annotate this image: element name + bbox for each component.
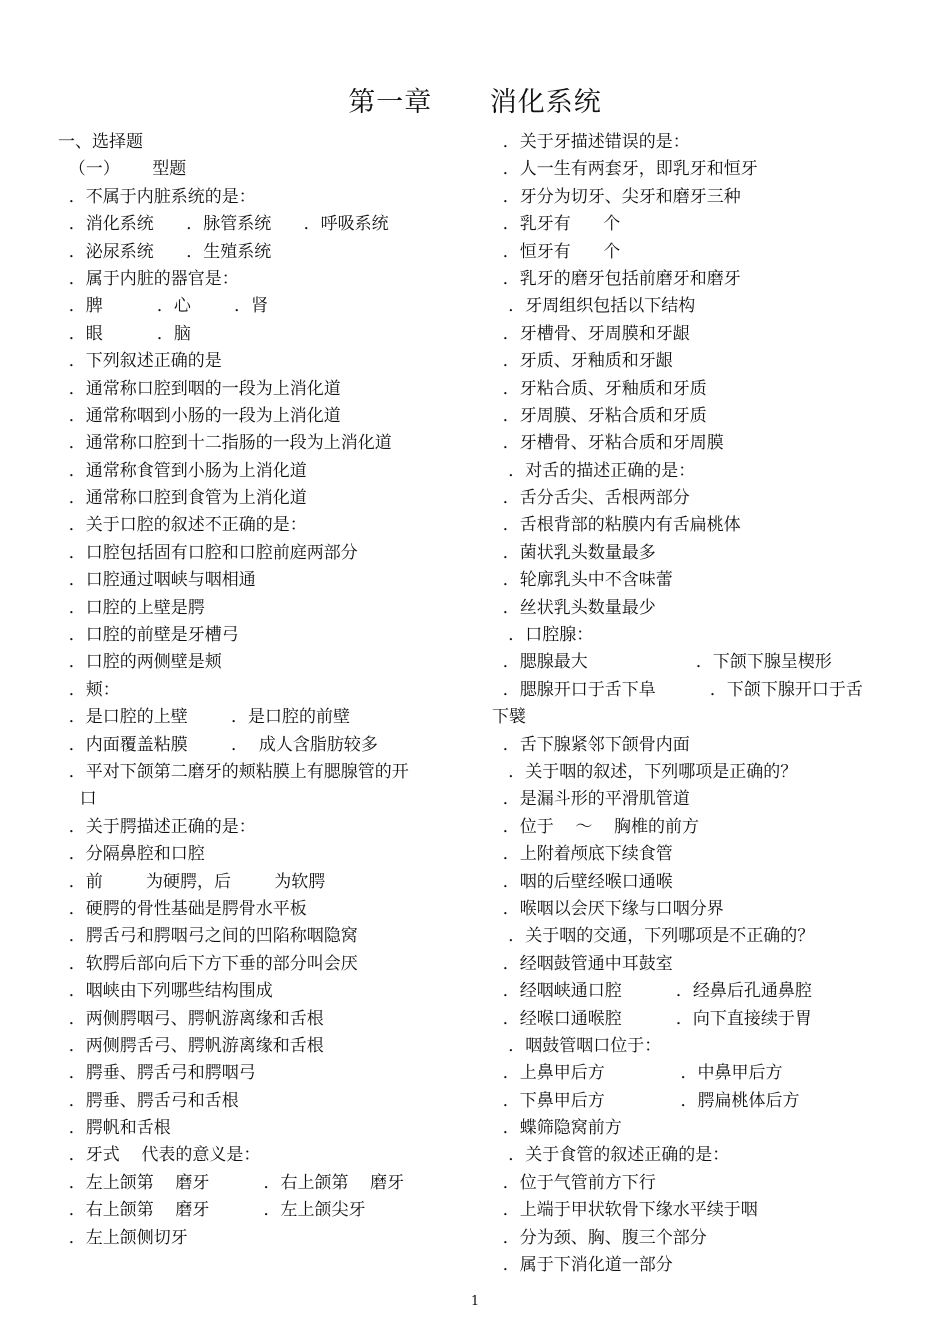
text-line: ．乳牙的磨牙包括前磨牙和磨牙 (492, 268, 741, 289)
text-line: ．经咽鼓管通中耳鼓室 (492, 953, 673, 974)
text-line: ．关于咽的叙述，下列哪项是正确的？ (492, 761, 798, 782)
text-line: ．轮廓乳头中不含味蕾 (492, 570, 673, 591)
text-line: ．腭垂、腭舌弓和腭咽弓 (58, 1063, 256, 1084)
text-line: ．舌分舌尖、舌根两部分 (492, 488, 690, 509)
text-line: ．关于口腔的叙述不正确的是： (58, 515, 307, 536)
text-line: ．腮腺开口于舌下阜 ．下颌下腺开口于舌 (492, 679, 863, 700)
text-line: ．恒牙有 个 (492, 241, 621, 262)
text-line: ．牙式 代表的意义是： (58, 1145, 261, 1166)
text-line: ．关于牙描述错误的是： (492, 132, 690, 152)
text-line: ．口腔包括固有口腔和口腔前庭两部分 (58, 542, 358, 563)
page-number: 1 (470, 1294, 480, 1309)
text-line: ．通常称口腔到咽的一段为上消化道 (58, 378, 341, 399)
text-line: ．口腔通过咽峡与咽相通 (58, 570, 256, 591)
text-line: ．平对下颌第二磨牙的颊粘膜上有腮腺管的开 (58, 761, 409, 782)
text-line: ．颊： (58, 679, 120, 700)
text-line: ．软腭后部向后下方下垂的部分叫会厌 (58, 953, 358, 974)
text-line: ．不属于内脏系统的是： (58, 186, 256, 207)
text-line: ．菌状乳头数量最多 (492, 542, 656, 563)
text-line: 一、选择题 (58, 132, 143, 152)
text-line: ．位于 ～ 胸椎的前方 (492, 816, 700, 837)
text-line: ．脾 ．心 ．肾 (58, 296, 269, 317)
text-line: ．关于咽的交通，下列哪项是不正确的？ (492, 926, 815, 947)
text-line: ．咽峡由下列哪些结构围成 (58, 981, 273, 1002)
text-line: ．硬腭的骨性基础是腭骨水平板 (58, 898, 307, 919)
text-line: ．两侧腭咽弓、腭帆游离缘和舌根 (58, 1008, 324, 1029)
text-line: ．上附着颅底下续食管 (492, 844, 673, 865)
text-line: ．牙周膜、牙粘合质和牙质 (492, 405, 707, 426)
text-line: ．蝶筛隐窝前方 (492, 1118, 622, 1139)
text-line: ．口腔的上壁是腭 (58, 597, 205, 618)
text-line: ．是漏斗形的平滑肌管道 (492, 789, 690, 810)
text-line: ．咽的后壁经喉口通喉 (492, 871, 673, 892)
text-line: ．左上颌侧切牙 (58, 1227, 188, 1248)
text-line: ．牙槽骨、牙粘合质和牙周膜 (492, 433, 724, 454)
text-line: ．喉咽以会厌下缘与口咽分界 (492, 898, 724, 919)
text-line: ．腭垂、腭舌弓和舌根 (58, 1090, 239, 1111)
text-line: ．属于内脏的器官是： (58, 268, 239, 289)
text-line: ．位于气管前方下行 (492, 1172, 656, 1193)
text-line: ．右上颌第 磨牙 ．左上颌尖牙 (58, 1200, 366, 1221)
text-line: 口 (58, 789, 97, 810)
text-line: ．经喉口通喉腔 ．向下直接续于胃 (492, 1008, 812, 1029)
text-line: ．乳牙有 个 (492, 214, 621, 235)
text-line: ．通常称食管到小肠为上消化道 (58, 460, 307, 481)
text-line: ．对舌的描述正确的是： (492, 460, 696, 481)
text-line: ．属于下消化道一部分 (492, 1255, 673, 1276)
text-line: ．舌下腺紧邻下颌骨内面 (492, 734, 690, 755)
text-line: ．分隔鼻腔和口腔 (58, 844, 205, 865)
text-line: ．上端于甲状软骨下缘水平续于咽 (492, 1200, 758, 1221)
text-line: ．牙槽骨、牙周膜和牙龈 (492, 323, 690, 344)
text-line: ．下鼻甲后方 ．腭扁桃体后方 (492, 1090, 800, 1111)
text-line: ．丝状乳头数量最少 (492, 597, 656, 618)
text-line: ．消化系统 ．脉管系统 ．呼吸系统 (58, 214, 389, 235)
text-line: ．牙质、牙釉质和牙龈 (492, 351, 673, 372)
text-line: ．泌尿系统 ．生殖系统 (58, 241, 272, 262)
text-line: ．腭帆和舌根 (58, 1118, 171, 1139)
text-line: ．下列叙述正确的是 (58, 351, 222, 372)
text-line: ．口腔腺： (492, 625, 594, 646)
left-column (58, 129, 468, 1252)
text-line: ．通常称口腔到十二指肠的一段为上消化道 (58, 433, 392, 454)
text-line: ．牙周组织包括以下结构 (492, 296, 696, 317)
chapter-title: 第一章 消化系统 (348, 87, 602, 118)
text-line: ．通常称口腔到食管为上消化道 (58, 488, 307, 509)
text-line: ．两侧腭舌弓、腭帆游离缘和舌根 (58, 1035, 324, 1056)
text-line: ．是口腔的上壁 ．是口腔的前壁 (58, 707, 351, 728)
right-column (492, 129, 912, 1279)
text-line: ．通常称咽到小肠的一段为上消化道 (58, 405, 341, 426)
text-line: ．口腔的两侧壁是颊 (58, 652, 222, 673)
text-line: ．眼 ．脑 (58, 323, 191, 344)
text-line: ．牙粘合质、牙釉质和牙质 (492, 378, 707, 399)
text-line: ．牙分为切牙、尖牙和磨牙三种 (492, 186, 741, 207)
text-line: ．左上颌第 磨牙 ．右上颌第 磨牙 (58, 1172, 405, 1193)
text-line: ．腭舌弓和腭咽弓之间的凹陷称咽隐窝 (58, 926, 358, 947)
text-line: ．人一生有两套牙，即乳牙和恒牙 (492, 159, 758, 180)
text-line: ．关于食管的叙述正确的是： (492, 1145, 730, 1166)
text-line: ．口腔的前壁是牙槽弓 (58, 625, 239, 646)
text-line: ．舌根背部的粘膜内有舌扁桃体 (492, 515, 741, 536)
text-line: ．咽鼓管咽口位于： (492, 1035, 662, 1056)
text-line: ．腮腺最大 ．下颌下腺呈楔形 (492, 652, 832, 673)
text-line: ．关于腭描述正确的是： (58, 816, 256, 837)
text-line: （一） 型题 (58, 159, 187, 180)
text-line: ．上鼻甲后方 ．中鼻甲后方 (492, 1063, 783, 1084)
text-line: ．经咽峡通口腔 ．经鼻后孔通鼻腔 (492, 981, 812, 1002)
text-line: ．分为颈、胸、腹三个部分 (492, 1227, 707, 1248)
text-line: ．前 为硬腭，后 为软腭 (58, 871, 326, 892)
text-line: 下襞 (492, 707, 526, 728)
text-line: ．内面覆盖粘膜 ． 成人含脂肪较多 (58, 734, 378, 755)
